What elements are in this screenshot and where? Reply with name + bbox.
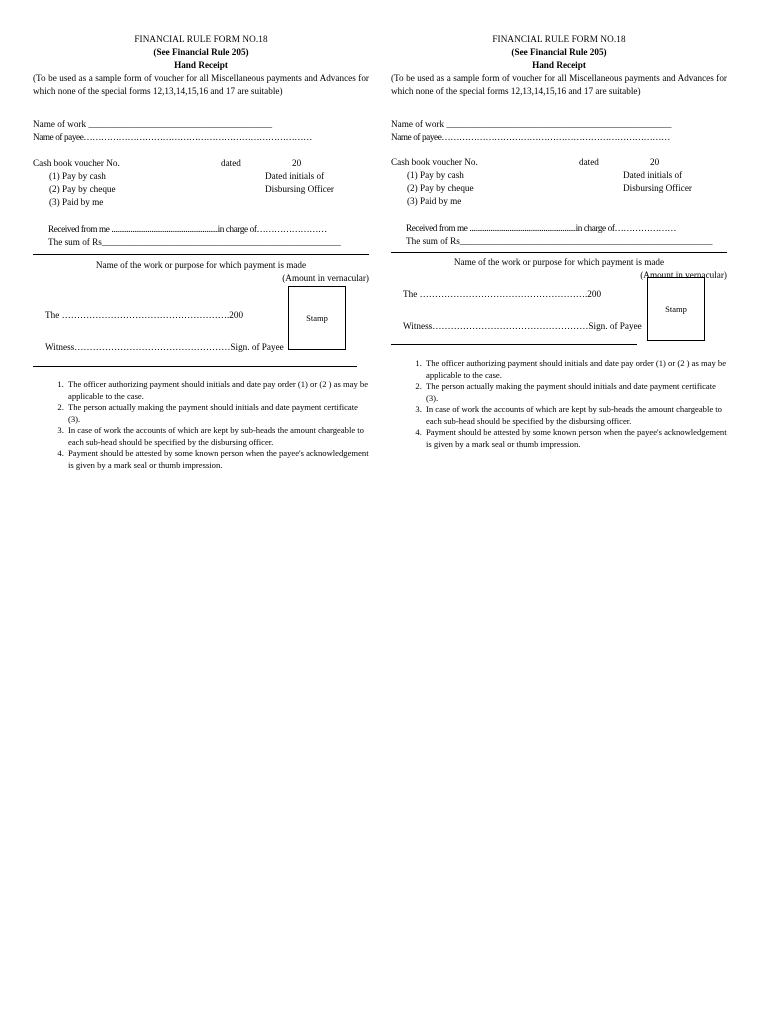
- received-from-label: Received from me ........................................................in charge of…………………: [406, 223, 676, 233]
- date-line: The ……………………………………………….200: [45, 310, 244, 320]
- witness-line: Witness……………………………………………Sign. of Payee: [403, 321, 642, 331]
- form-subtitle: (See Financial Rule 205): [153, 47, 249, 57]
- form-heading: Hand Receipt: [532, 60, 586, 70]
- divider: [33, 366, 357, 367]
- date-line: The ……………………………………………….200: [403, 289, 602, 299]
- dated-initials-label: Dated initials of: [265, 171, 325, 181]
- sum-field[interactable]: [391, 235, 727, 248]
- note-item: 2. The person actually making the payment should initials and date payment certificate (3).: [66, 402, 369, 425]
- purpose-label: Name of the work or purpose for which payment is made: [95, 260, 307, 270]
- pay-by-cash-option: (1) Pay by cash: [49, 171, 106, 181]
- form-intro: (To be used as a sample form of voucher for all Miscellaneous payments and Advances for which none of the special forms 12,13,14,15,16 and 17 are suitable): [33, 73, 369, 96]
- name-of-work-field[interactable]: [33, 118, 369, 131]
- note-item: 4. Payment should be attested by some known person when the payee's acknowledgement is given by a mark seal or thumb impression.: [424, 427, 727, 450]
- stamp-label: Stamp: [665, 303, 687, 314]
- dated-label: dated: [221, 158, 241, 168]
- divider: [33, 254, 369, 255]
- form-subtitle: (See Financial Rule 205): [511, 47, 607, 57]
- sum-of-rs-label: The sum of Rs_______________________________________________________: [406, 236, 713, 246]
- year-label: 20: [650, 157, 660, 167]
- name-of-payee-field[interactable]: [391, 131, 727, 144]
- sum-field[interactable]: [33, 236, 369, 249]
- purpose-label: Name of the work or purpose for which payment is made: [453, 257, 665, 267]
- amount-vernacular-label: (Amount in vernacular): [282, 273, 369, 283]
- divider: [391, 252, 727, 253]
- pay-by-cheque-option: (2) Pay by cheque: [49, 184, 116, 194]
- name-of-payee-field[interactable]: [33, 131, 369, 144]
- sum-of-rs-label: The sum of Rs____________________________________________________: [48, 237, 341, 247]
- name-of-payee-label: Name of payee……………………………………………………………………: [391, 132, 670, 142]
- hand-receipt-form-left: [33, 33, 369, 471]
- amount-vernacular-label: (Amount in vernacular): [640, 270, 727, 280]
- hand-receipt-form-right: [391, 33, 727, 450]
- form-heading: Hand Receipt: [174, 60, 228, 70]
- name-of-work-field[interactable]: [391, 118, 727, 131]
- note-item: 3. In case of work the accounts of which are kept by sub-heads the amount chargeable to each sub-head should be specified by the disbursing officer.: [66, 425, 369, 448]
- form-title: FINANCIAL RULE FORM NO.18: [492, 34, 626, 44]
- name-of-payee-label: Name of payee……………………………………………………………………: [33, 132, 312, 142]
- paid-by-me-option: (3) Paid by me: [407, 196, 462, 206]
- note-item: 1. The officer authorizing payment should initials and date pay order (1) or (2 ) as may be applicable to the case.: [424, 358, 727, 381]
- form-intro: (To be used as a sample form of voucher for all Miscellaneous payments and Advances for which none of the special forms 12,13,14,15,16 and 17 are suitable): [391, 73, 727, 96]
- form-title: FINANCIAL RULE FORM NO.18: [134, 34, 268, 44]
- witness-line: Witness……………………………………………Sign. of Payee: [45, 342, 284, 352]
- received-from-label: Received from me ........................................................in charge of……………………: [48, 224, 327, 234]
- disbursing-officer-label: Disbursing Officer: [623, 183, 692, 193]
- name-of-work-label: Name of work ________________________________________: [33, 119, 273, 129]
- notes-list: [33, 379, 369, 471]
- note-item: 4. Payment should be attested by some known person when the payee's acknowledgement is given by a mark seal or thumb impression.: [66, 448, 369, 471]
- year-label: 20: [292, 158, 302, 168]
- note-item: 3. In case of work the accounts of which are kept by sub-heads the amount chargeable to each sub-head should be specified by the disbursing officer.: [424, 404, 727, 427]
- cash-book-voucher-label: Cash book voucher No.: [33, 158, 120, 168]
- dated-initials-label: Dated initials of: [623, 170, 683, 180]
- stamp-label: Stamp: [306, 312, 328, 323]
- stamp-box: [288, 286, 346, 350]
- note-item: 1. The officer authorizing payment should initials and date pay order (1) or (2 ) as may be applicable to the case.: [66, 379, 369, 402]
- received-from-field[interactable]: [33, 223, 369, 236]
- stamp-box: [647, 277, 705, 341]
- notes-list: [391, 358, 727, 450]
- dated-label: dated: [579, 157, 599, 167]
- received-from-field[interactable]: [391, 222, 727, 235]
- note-item: 2. The person actually making the payment should initials and date payment certificate (3).: [424, 381, 727, 404]
- divider: [391, 344, 637, 345]
- disbursing-officer-label: Disbursing Officer: [265, 184, 334, 194]
- paid-by-me-option: (3) Paid by me: [49, 197, 104, 207]
- name-of-work-label: Name of work _________________________________________________: [391, 119, 672, 129]
- pay-by-cheque-option: (2) Pay by cheque: [407, 183, 474, 193]
- cash-book-voucher-label: Cash book voucher No.: [391, 157, 478, 167]
- pay-by-cash-option: (1) Pay by cash: [407, 170, 464, 180]
